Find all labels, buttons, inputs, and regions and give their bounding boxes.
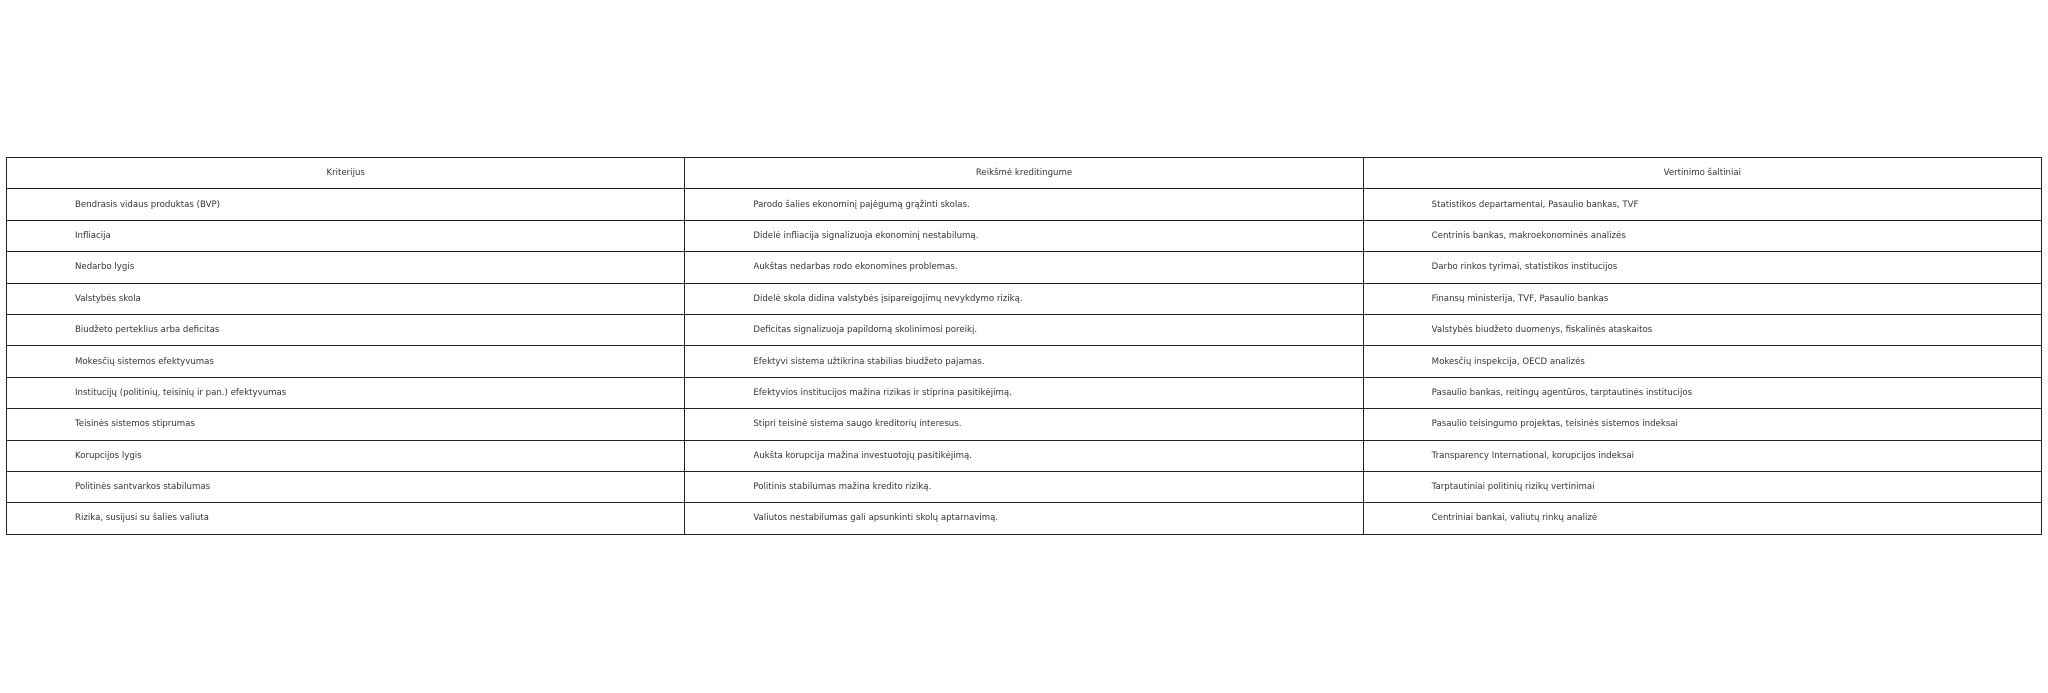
criterion-cell: Politinės santvarkos stabilumas — [7, 471, 685, 502]
criterion-cell: Teisinės sistemos stiprumas — [7, 409, 685, 440]
significance-cell: Didelė skola didina valstybės įsipareigojimų nevykdymo riziką. — [685, 283, 1363, 314]
criterion-cell: Mokesčių sistemos efektyvumas — [7, 346, 685, 377]
sources-cell: Statistikos departamentai, Pasaulio bankas, TVF — [1363, 189, 2041, 220]
criterion-cell: Infliacija — [7, 220, 685, 251]
column-header-sources: Vertinimo šaltiniai — [1363, 158, 2041, 189]
table-row — [7, 409, 2042, 440]
significance-cell: Valiutos nestabilumas gali apsunkinti skolų aptarnavimą. — [685, 503, 1363, 534]
table-row — [7, 377, 2042, 408]
significance-cell: Efektyvios institucijos mažina rizikas ir stiprina pasitikėjimą. — [685, 377, 1363, 408]
significance-cell: Aukšta korupcija mažina investuotojų pasitikėjimą. — [685, 440, 1363, 471]
significance-cell: Stipri teisinė sistema saugo kreditorių interesus. — [685, 409, 1363, 440]
table-row — [7, 346, 2042, 377]
sources-cell: Mokesčių inspekcija, OECD analizės — [1363, 346, 2041, 377]
sources-cell: Transparency International, korupcijos indeksai — [1363, 440, 2041, 471]
sources-cell: Centrinis bankas, makroekonominės analizės — [1363, 220, 2041, 251]
significance-cell: Didelė infliacija signalizuoja ekonominį nestabilumą. — [685, 220, 1363, 251]
table-row — [7, 283, 2042, 314]
criterion-cell: Rizika, susijusi su šalies valiuta — [7, 503, 685, 534]
sources-cell: Pasaulio bankas, reitingų agentūros, tarptautinės institucijos — [1363, 377, 2041, 408]
sources-cell: Tarptautiniai politinių rizikų vertinimai — [1363, 471, 2041, 502]
criterion-cell: Bendrasis vidaus produktas (BVP) — [7, 189, 685, 220]
sources-cell: Darbo rinkos tyrimai, statistikos institucijos — [1363, 252, 2041, 283]
table-row — [7, 440, 2042, 471]
table-row — [7, 503, 2042, 534]
sources-cell: Finansų ministerija, TVF, Pasaulio bankas — [1363, 283, 2041, 314]
significance-cell: Efektyvi sistema užtikrina stabilias biudžeto pajamas. — [685, 346, 1363, 377]
significance-cell: Deficitas signalizuoja papildomą skolinimosi poreikį. — [685, 314, 1363, 345]
criterion-cell: Korupcijos lygis — [7, 440, 685, 471]
table-row — [7, 314, 2042, 345]
table-header-row — [7, 158, 2042, 189]
sources-cell: Valstybės biudžeto duomenys, fiskalinės ataskaitos — [1363, 314, 2041, 345]
table-row — [7, 189, 2042, 220]
table-row — [7, 471, 2042, 502]
sources-cell: Centriniai bankai, valiutų rinkų analizė — [1363, 503, 2041, 534]
criteria-table — [6, 157, 2042, 535]
criterion-cell: Institucijų (politinių, teisinių ir pan.) efektyvumas — [7, 377, 685, 408]
criterion-cell: Nedarbo lygis — [7, 252, 685, 283]
column-header-significance: Reikšmė kreditingume — [685, 158, 1363, 189]
table-row — [7, 220, 2042, 251]
table-row — [7, 252, 2042, 283]
column-header-criterion: Kriterijus — [7, 158, 685, 189]
criterion-cell: Valstybės skola — [7, 283, 685, 314]
significance-cell: Aukštas nedarbas rodo ekonomines problemas. — [685, 252, 1363, 283]
significance-cell: Parodo šalies ekonominį pajėgumą grąžinti skolas. — [685, 189, 1363, 220]
significance-cell: Politinis stabilumas mažina kredito riziką. — [685, 471, 1363, 502]
sources-cell: Pasaulio teisingumo projektas, teisinės sistemos indeksai — [1363, 409, 2041, 440]
criterion-cell: Biudžeto perteklius arba deficitas — [7, 314, 685, 345]
